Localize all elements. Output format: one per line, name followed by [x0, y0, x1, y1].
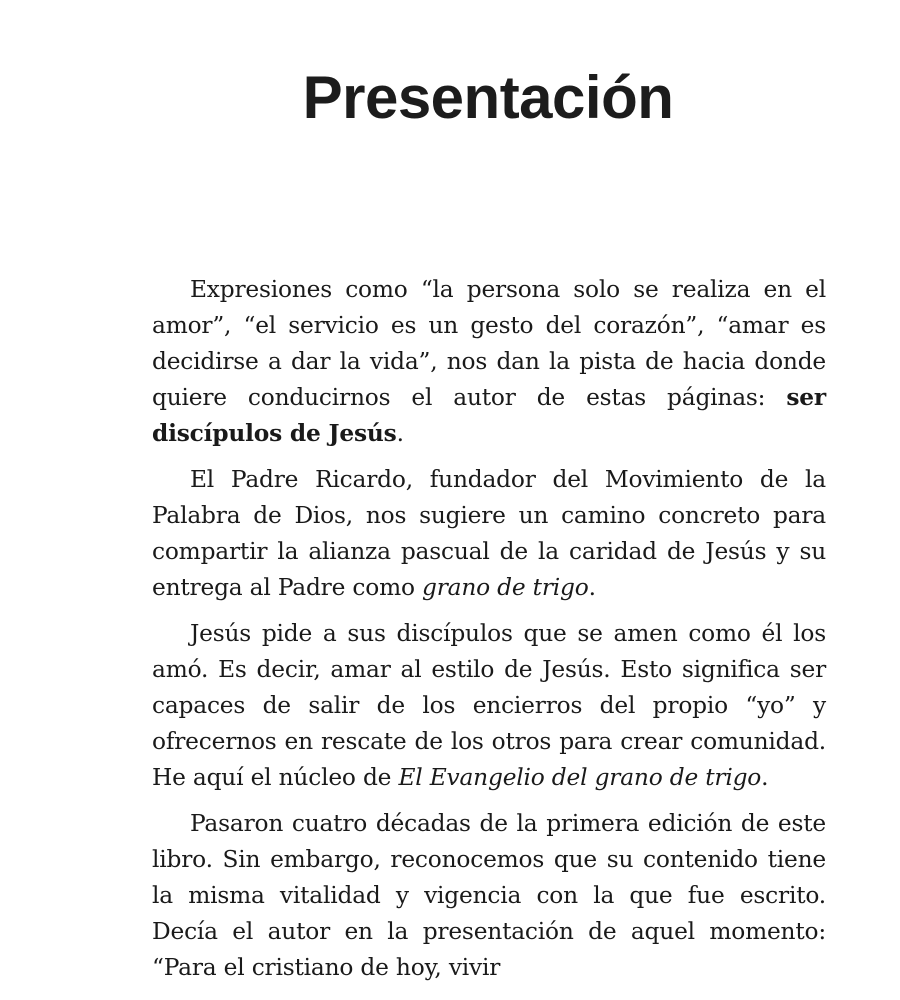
paragraph-1: [152, 272, 826, 452]
paragraph-2: [152, 462, 826, 606]
paragraph-3-text: Jesús pide a sus discípulos que se amen como él los amó. Es decir, amar al estilo de Jesús. Esto significa ser capaces de salir de los encierros del propio “yo” y ofrecernos en rescate de los otros para crear comunidad. He aquí el núcleo de: [152, 620, 826, 791]
paragraph-3-end: .: [761, 764, 769, 791]
paragraph-1-end: .: [396, 420, 404, 447]
paragraph-4-text: Pasaron cuatro décadas de la primera edición de este libro. Sin embargo, reconocemos que su contenido tiene la misma vitalidad y vigencia con la que fue escrito. Decía el autor en la presentación de aquel momento: “Para el cristiano de hoy, vivir: [152, 810, 826, 981]
paragraph-2-italic-phrase: grano de trigo: [422, 574, 589, 601]
paragraph-1-bold-phrase: ser discípulos de Jesús: [152, 384, 826, 447]
paragraph-2-text: El Padre Ricardo, fundador del Movimiento de la Palabra de Dios, nos sugiere un camino concreto para compartir la alianza pascual de la caridad de Jesús y su entrega al Padre como: [152, 466, 826, 601]
page-title: Presentación: [302, 64, 674, 131]
paragraph-1-text: Expresiones como “la persona solo se realiza en el amor”, “el servicio es un gesto del corazón”, “amar es decidirse a dar la vida”, nos dan la pista de hacia donde quiere conducirnos el autor de estas páginas:: [152, 276, 826, 411]
paragraph-3: [152, 616, 826, 796]
paragraph-4: [152, 806, 826, 986]
body-text: [152, 272, 826, 996]
paragraph-2-end: .: [588, 574, 596, 601]
paragraph-3-italic-phrase: El Evangelio del grano de trigo: [398, 764, 762, 791]
